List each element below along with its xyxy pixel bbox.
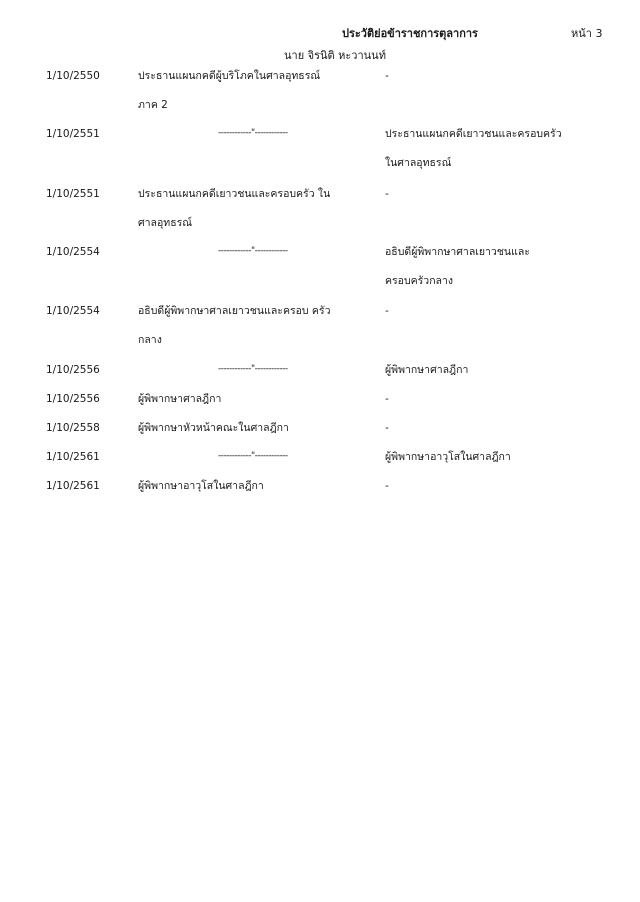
row-position-ditto: ------------"------------	[218, 128, 288, 138]
row-date: 1/10/2554	[46, 246, 100, 258]
row-position: ผู้พิพากษาอาวุโสในศาลฎีกา	[138, 480, 264, 492]
row-acting-position: -	[385, 480, 389, 492]
row-date: 1/10/2558	[46, 422, 100, 434]
row-acting-position: ผู้พิพากษาอาวุโสในศาลฎีกา	[385, 451, 511, 463]
row-position-ditto: ------------"------------	[218, 246, 288, 256]
row-acting-position: ผู้พิพากษาศาลฎีกา	[385, 364, 469, 376]
row-date: 1/10/2561	[46, 480, 100, 492]
row-position: ประธานแผนกคดีเยาวชนและครอบครัว ในศาลอุทธรณ์	[138, 188, 331, 229]
row-position: ผู้พิพากษาหัวหน้าคณะในศาลฎีกา	[138, 422, 289, 434]
row-acting-position: -	[385, 393, 389, 405]
person-name: นาย จิรนิติ หะวานนท์	[284, 49, 386, 62]
row-acting-position: ประธานแผนกคดีเยาวชนและครอบครัวในศาลอุทธรณ์	[385, 128, 562, 169]
row-date: 1/10/2550	[46, 70, 100, 82]
row-date: 1/10/2556	[46, 393, 100, 405]
row-acting-position: -	[385, 188, 389, 200]
row-acting-position: -	[385, 422, 389, 434]
row-position-ditto: ------------"------------	[218, 364, 288, 374]
row-position: อธิบดีผู้พิพากษาศาลเยาวชนและครอบ ครัวกลาง	[138, 305, 331, 346]
row-position: ผู้พิพากษาศาลฎีกา	[138, 393, 222, 405]
row-date: 1/10/2551	[46, 128, 100, 140]
row-date: 1/10/2556	[46, 364, 100, 376]
row-acting-position: -	[385, 305, 389, 317]
row-acting-position: อธิบดีผู้พิพากษาศาลเยาวชนและ ครอบครัวกลาง	[385, 246, 530, 287]
document-title: ประวัติย่อข้าราชการตุลาการ	[342, 27, 478, 40]
row-date: 1/10/2561	[46, 451, 100, 463]
row-date: 1/10/2554	[46, 305, 100, 317]
row-position-ditto: ------------"------------	[218, 451, 288, 461]
row-position: ประธานแผนกคดีผู้บริโภคในศาลอุทธรณ์ ภาค 2	[138, 70, 321, 111]
row-date: 1/10/2551	[46, 188, 100, 200]
row-acting-position: -	[385, 70, 389, 82]
page-number: หน้า 3	[571, 27, 603, 40]
